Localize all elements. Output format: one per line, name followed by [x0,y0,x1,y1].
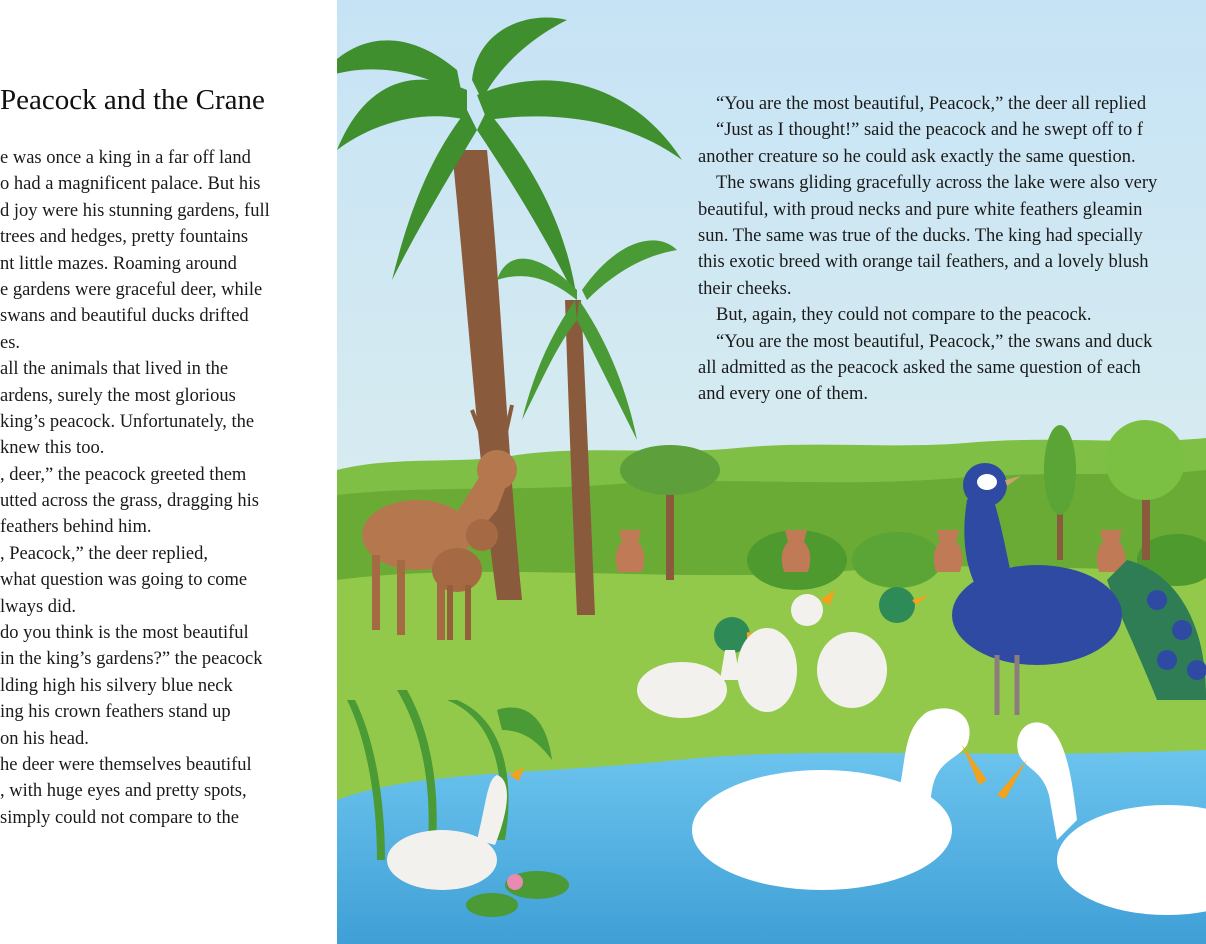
text-line: ardens, surely the most glorious [0,385,236,406]
text-line: But, again, they could not compare to the peacock. [716,305,1092,326]
small-palm-crown [620,445,720,495]
text-line: lways did. [0,596,77,617]
cypress-tree [1044,425,1076,515]
text-line: king’s peacock. Unfortunately, the [0,411,255,432]
text-line: es. [0,332,21,353]
round-tree [1105,420,1185,500]
text-line: trees and hedges, pretty fountains [0,227,249,248]
lily-flower [507,874,523,890]
text-line: sun. The same was true of the ducks. The king had specially [698,225,1143,246]
text-line: knew this too. [0,438,105,459]
text-line: all the animals that lived in the [0,359,229,380]
left-page-text [0,145,340,831]
text-line: lding high his silvery blue neck [0,675,233,696]
text-line: , Peacock,” the deer replied, [0,543,209,564]
text-line: swans and beautiful ducks drifted [0,306,249,327]
text-line: do you think is the most beautiful [0,623,249,644]
text-line: ing his crown feathers stand up [0,702,231,723]
text-line: nt little mazes. Roaming around [0,253,237,274]
text-line: “You are the most beautiful, Peacock,” the deer all replied [716,94,1147,114]
story-title: Peacock and the Crane [0,84,265,116]
text-line: The swans gliding gracefully across the lake were also very [716,173,1158,194]
text-line: beautiful, with proud necks and pure white feathers gleamin [698,199,1143,220]
text-line: he deer were themselves beautiful [0,754,252,775]
text-line: d joy were his stunning gardens, full [0,200,270,221]
text-line: utted across the grass, dragging his [0,491,259,512]
left-page [0,0,340,944]
text-line: this exotic breed with orange tail feathers, and a lovely blush [698,252,1149,273]
bush [852,532,942,588]
text-line: in the king’s gardens?” the peacock [0,649,263,670]
lily-pad [466,893,518,917]
text-line: what question was going to come [0,570,248,591]
text-line: e was once a king in a far off land [0,148,251,168]
text-line: “You are the most beautiful, Peacock,” the swans and duck [716,331,1153,352]
right-page-text [698,91,1206,408]
text-line: , with huge eyes and pretty spots, [0,781,247,802]
text-line: , deer,” the peacock greeted them [0,464,247,485]
text-line: simply could not compare to the [0,807,239,828]
text-line: e gardens were graceful deer, while [0,279,263,300]
text-line: “Just as I thought!” said the peacock and he swept off to f [716,120,1144,141]
text-line: on his head. [0,728,89,749]
text-line: another creature so he could ask exactly the same question. [698,146,1136,167]
text-line: all admitted as the peacock asked the same question of each [698,357,1141,378]
text-line: and every one of them. [698,384,869,405]
text-line: their cheeks. [698,278,792,299]
text-line: feathers behind him. [0,517,152,538]
text-line: o had a magnificent palace. But his [0,174,261,195]
